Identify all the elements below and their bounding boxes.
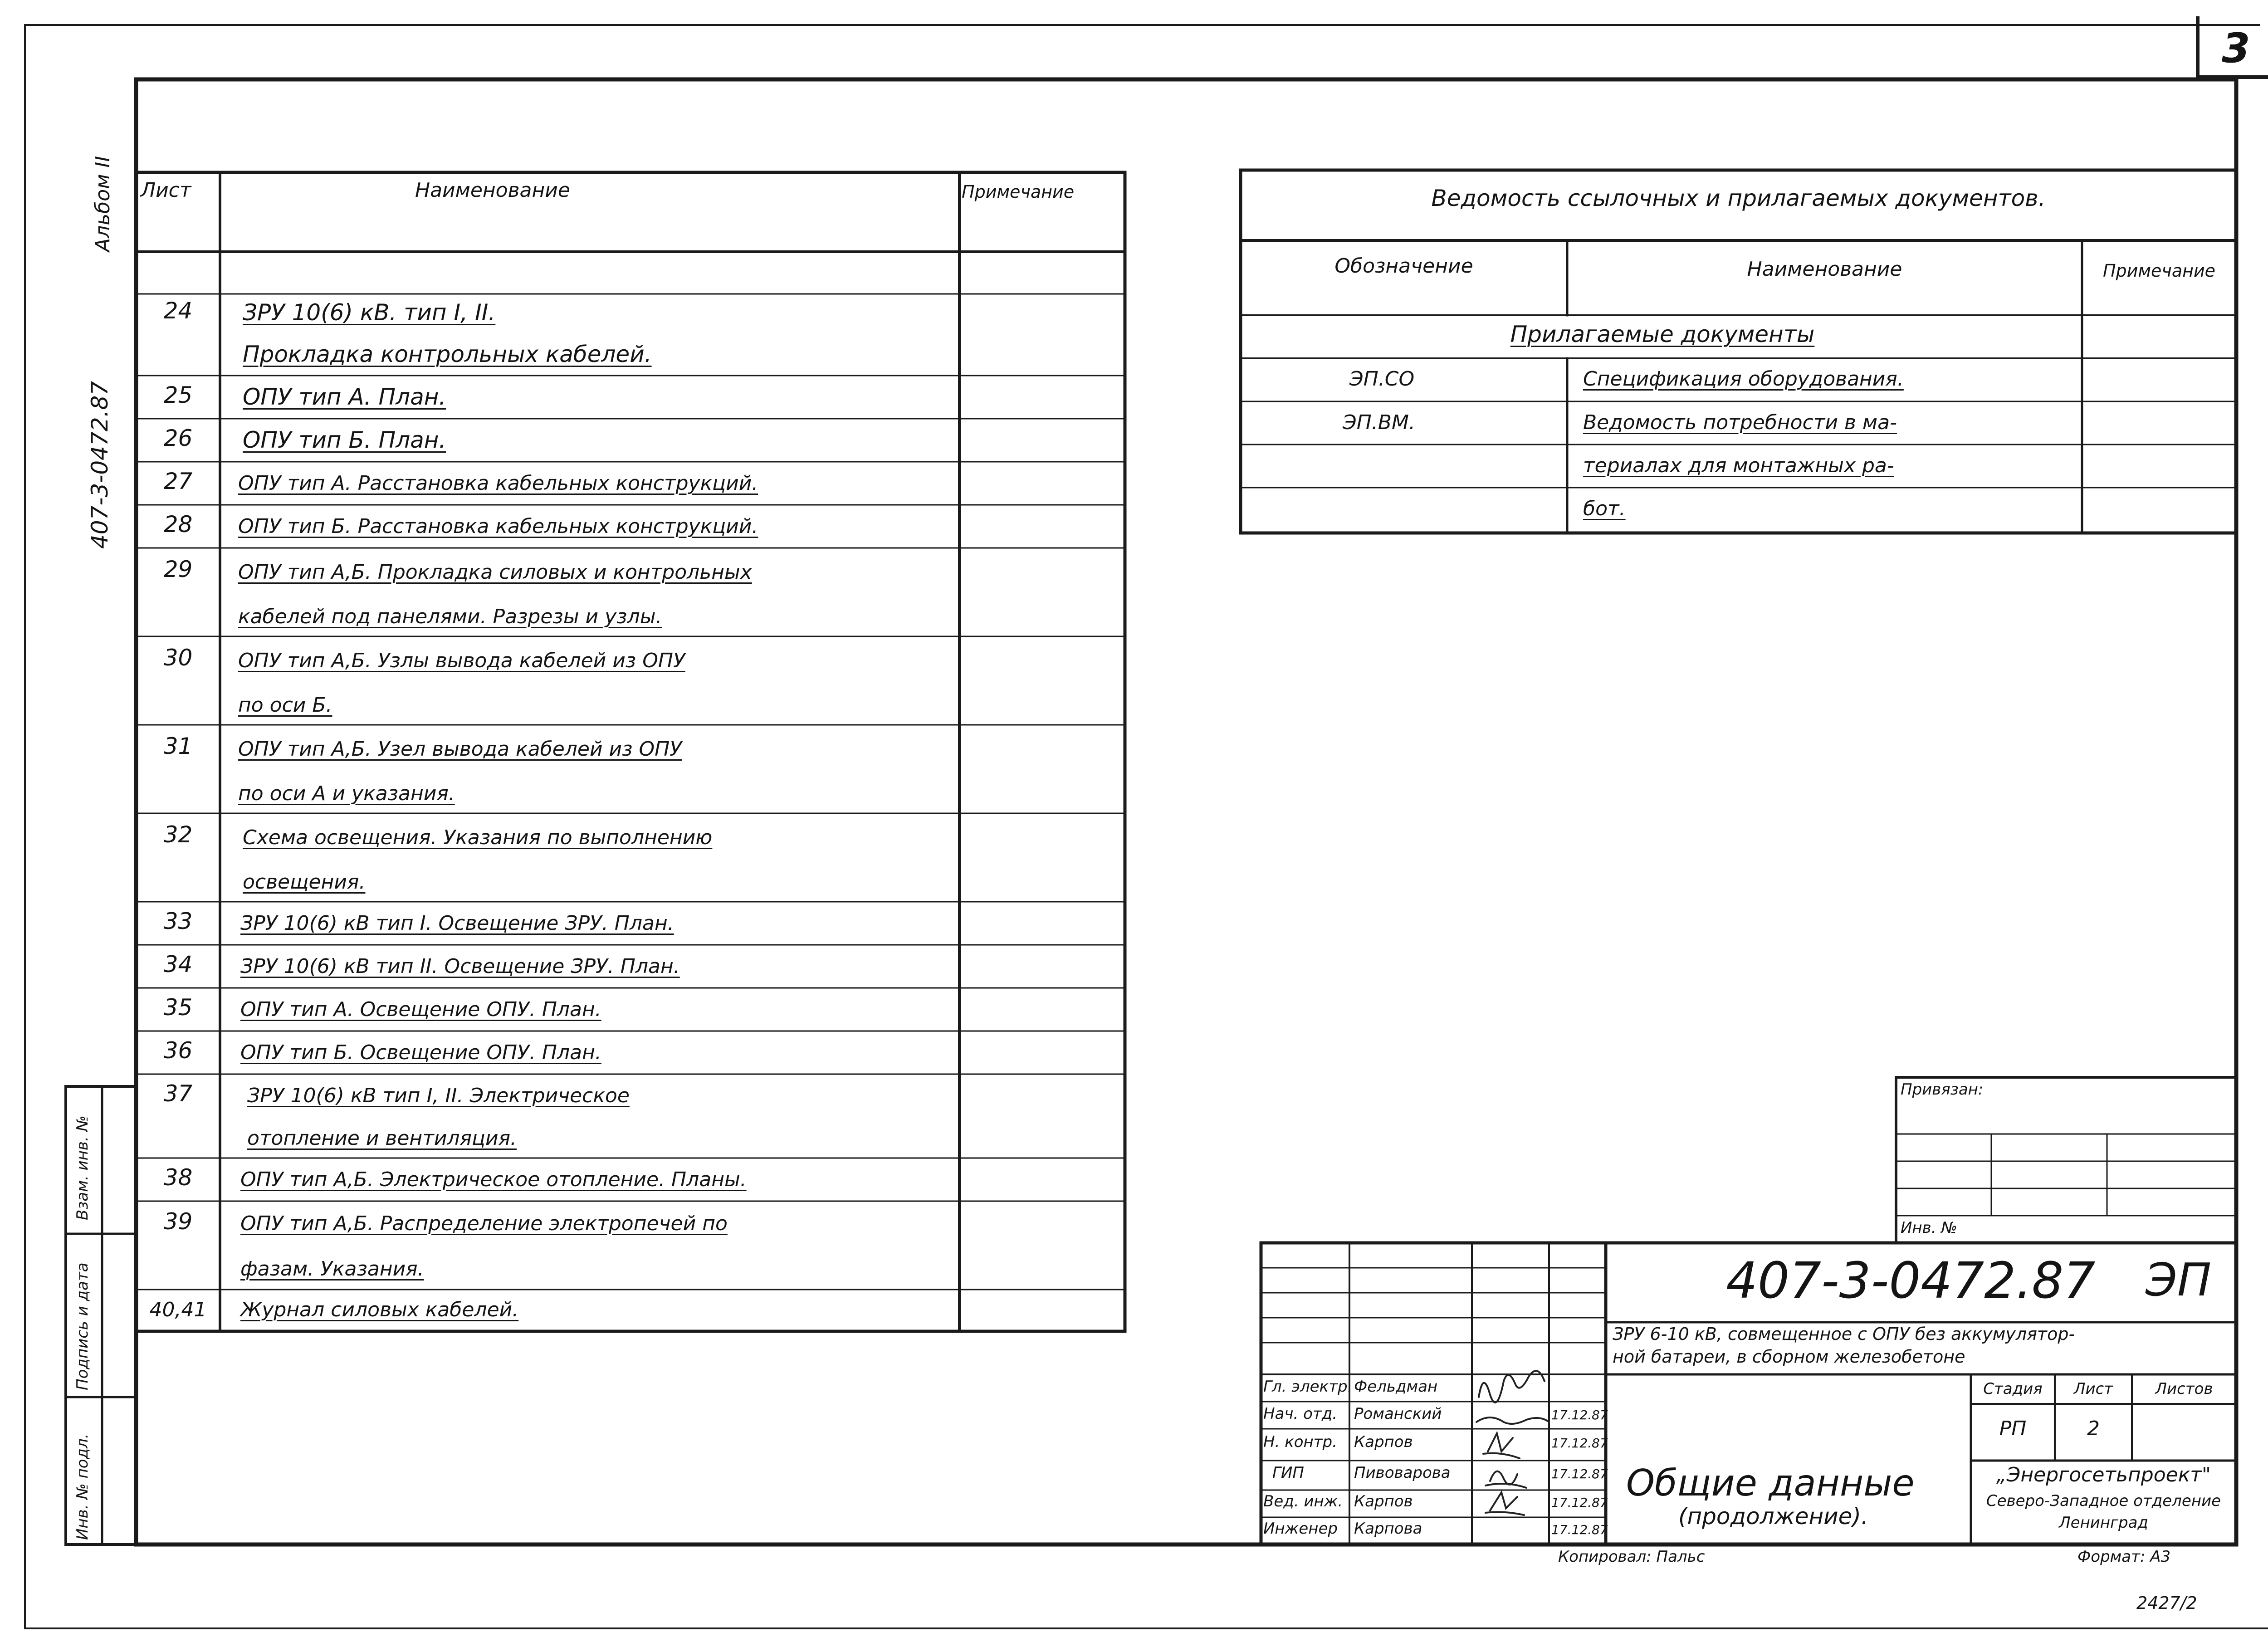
document-suffix: ЭП <box>2146 1253 2212 1306</box>
doc-name: териалах для монтажных ра- <box>1583 454 1894 477</box>
signer-role: Гл. электр. <box>1263 1378 1353 1396</box>
stamp-signature-date: Подпись и дата <box>73 1262 92 1390</box>
paper-format: Формат: А3 <box>2077 1548 2171 1566</box>
table-row-sheet: 38 <box>163 1164 193 1191</box>
table-row-sheet: 24 <box>163 298 193 324</box>
table-row-text: по оси Б. <box>238 694 332 717</box>
table-row-sheet: 25 <box>163 382 193 408</box>
sheet-title-continued: (продолжение). <box>1678 1503 1868 1530</box>
signer-role: Нач. отд. <box>1263 1405 1338 1423</box>
doc-name: Спецификация оборудования. <box>1583 367 1904 391</box>
table-row-sheet: 34 <box>163 951 193 977</box>
table-row-text: ОПУ тип А,Б. Электрическое отопление. Планы. <box>240 1168 747 1191</box>
sheet-header: Лист <box>2073 1380 2113 1398</box>
table-row-text: ОПУ тип А,Б. Прокладка силовых и контрольных <box>238 561 752 584</box>
table-row-text: ЗРУ 10(6) кВ тип I, II. Электрическое <box>247 1084 630 1107</box>
table-row-text: ОПУ тип А,Б. Распределение электропечей по <box>240 1212 728 1235</box>
table-row-sheet: 40,41 <box>149 1298 207 1321</box>
sheets-header: Листов <box>2155 1380 2213 1398</box>
table-row-text: ЗРУ 10(6) кВ. тип I, II. <box>243 299 496 326</box>
table-row-text: ОПУ тип А. Расстановка кабельных конструкций. <box>238 472 758 495</box>
table-row-text: ЗРУ 10(6) кВ тип II. Освещение ЗРУ. План. <box>240 955 680 978</box>
side-document-code: 407-3-0472.87 <box>87 381 113 549</box>
signer-name: Карпова <box>1354 1520 1422 1538</box>
sheet-number: 3 <box>2222 24 2250 72</box>
references-title: Ведомость ссылочных и прилагаемых документов. <box>1431 185 2046 211</box>
table-row-sheet: 30 <box>163 645 193 671</box>
table-row-text: Прокладка контрольных кабелей. <box>243 341 652 367</box>
binding-label: Привязан: <box>1901 1080 1984 1099</box>
table-row-text: ОПУ тип А. Освещение ОПУ. План. <box>240 998 601 1021</box>
organization-city: Ленинград <box>2059 1514 2148 1532</box>
album-label: Альбом II <box>91 156 114 252</box>
attached-documents-section: Прилагаемые документы <box>1510 321 1815 347</box>
table-row-sheet: 32 <box>163 821 193 848</box>
table-row-sheet: 31 <box>163 733 193 759</box>
table-row-text: кабелей под панелями. Разрезы и узлы. <box>238 605 662 628</box>
doc-code: ЭП.ВМ. <box>1343 411 1415 434</box>
signer-role: ГИП <box>1272 1464 1304 1482</box>
document-code: 407-3-0472.87 <box>1726 1251 2096 1310</box>
table-row-text: Журнал силовых кабелей. <box>240 1298 519 1321</box>
stage-header: Стадия <box>1983 1380 2043 1398</box>
signer-date: 17.12.87 <box>1551 1408 1608 1422</box>
table-row-text: освещения. <box>243 870 366 894</box>
table-row-sheet: 35 <box>163 994 193 1021</box>
table-row-text: ОПУ тип Б. План. <box>243 427 446 453</box>
signer-date: 17.12.87 <box>1551 1436 1608 1451</box>
table-row-text: ОПУ тип А. План. <box>243 384 446 410</box>
table-row-text: ОПУ тип Б. Освещение ОПУ. План. <box>240 1041 601 1064</box>
archive-number: 2427/2 <box>2136 1593 2197 1613</box>
right-header-note: Примечание <box>2102 261 2216 281</box>
signer-date: 17.12.87 <box>1551 1522 1608 1537</box>
table-row-text: ЗРУ 10(6) кВ тип I. Освещение ЗРУ. План. <box>240 912 674 935</box>
table-row-text: Схема освещения. Указания по выполнению <box>243 826 713 849</box>
organization-branch: Северо-Западное отделение <box>1986 1492 2221 1510</box>
signer-name: Романский <box>1354 1405 1442 1423</box>
signer-role: Инженер <box>1263 1520 1338 1538</box>
binding-inv-label: Инв. № <box>1901 1219 1957 1237</box>
table-row-sheet: 29 <box>163 556 193 582</box>
stamp-replaced-inv: Взам. инв. № <box>73 1115 92 1220</box>
table-row-sheet: 27 <box>163 468 193 494</box>
right-header-designation: Обозначение <box>1334 254 1473 278</box>
signer-role: Н. контр. <box>1263 1433 1337 1451</box>
sheet-title: Общие данные <box>1626 1462 1915 1504</box>
doc-name: Ведомость потребности в ма- <box>1583 411 1897 434</box>
project-name-line2: ной батареи, в сборном железобетоне <box>1613 1347 1965 1367</box>
table-row-sheet: 33 <box>163 908 193 934</box>
table-row-text: ОПУ тип Б. Расстановка кабельных конструкций. <box>238 515 758 538</box>
signer-name: Фельдман <box>1354 1378 1438 1396</box>
table-row-sheet: 39 <box>163 1208 193 1235</box>
table-row-sheet: 28 <box>163 511 193 538</box>
table-row-sheet: 37 <box>163 1080 193 1107</box>
table-row-text: отопление и вентиляция. <box>247 1127 517 1150</box>
table-row-sheet: 36 <box>163 1037 193 1064</box>
signer-role: Вед. инж. <box>1263 1492 1343 1510</box>
stamp-original-inv: Инв. № подл. <box>73 1433 92 1540</box>
signer-date: 17.12.87 <box>1551 1466 1608 1481</box>
doc-code: ЭП.СО <box>1349 367 1415 391</box>
project-name-line1: ЗРУ 6-10 кВ, совмещенное с ОПУ без аккумулятор- <box>1613 1324 2075 1344</box>
left-header-name: Наименование <box>415 179 570 202</box>
organization-name: „Энергосетьпроект" <box>1996 1463 2211 1486</box>
table-row-text: ОПУ тип А,Б. Узел вывода кабелей из ОПУ <box>238 738 682 761</box>
table-row-text: по оси А и указания. <box>238 782 455 805</box>
sheet-value: 2 <box>2087 1417 2100 1440</box>
signer-name: Карпов <box>1354 1433 1413 1451</box>
left-header-sheet: Лист <box>141 179 191 202</box>
signer-name: Карпов <box>1354 1492 1413 1510</box>
table-row-text: ОПУ тип А,Б. Узлы вывода кабелей из ОПУ <box>238 649 685 672</box>
table-row-text: фазам. Указания. <box>240 1257 424 1280</box>
signer-name: Пивоварова <box>1354 1464 1451 1482</box>
right-header-name: Наименование <box>1747 258 1902 281</box>
copied-by: Копировал: Пальс <box>1558 1548 1705 1566</box>
doc-name: бот. <box>1583 497 1626 520</box>
stage-value: РП <box>1999 1417 2027 1440</box>
left-header-note: Примечание <box>962 182 1075 202</box>
table-row-sheet: 26 <box>163 425 193 451</box>
signer-date: 17.12.87 <box>1551 1495 1608 1510</box>
